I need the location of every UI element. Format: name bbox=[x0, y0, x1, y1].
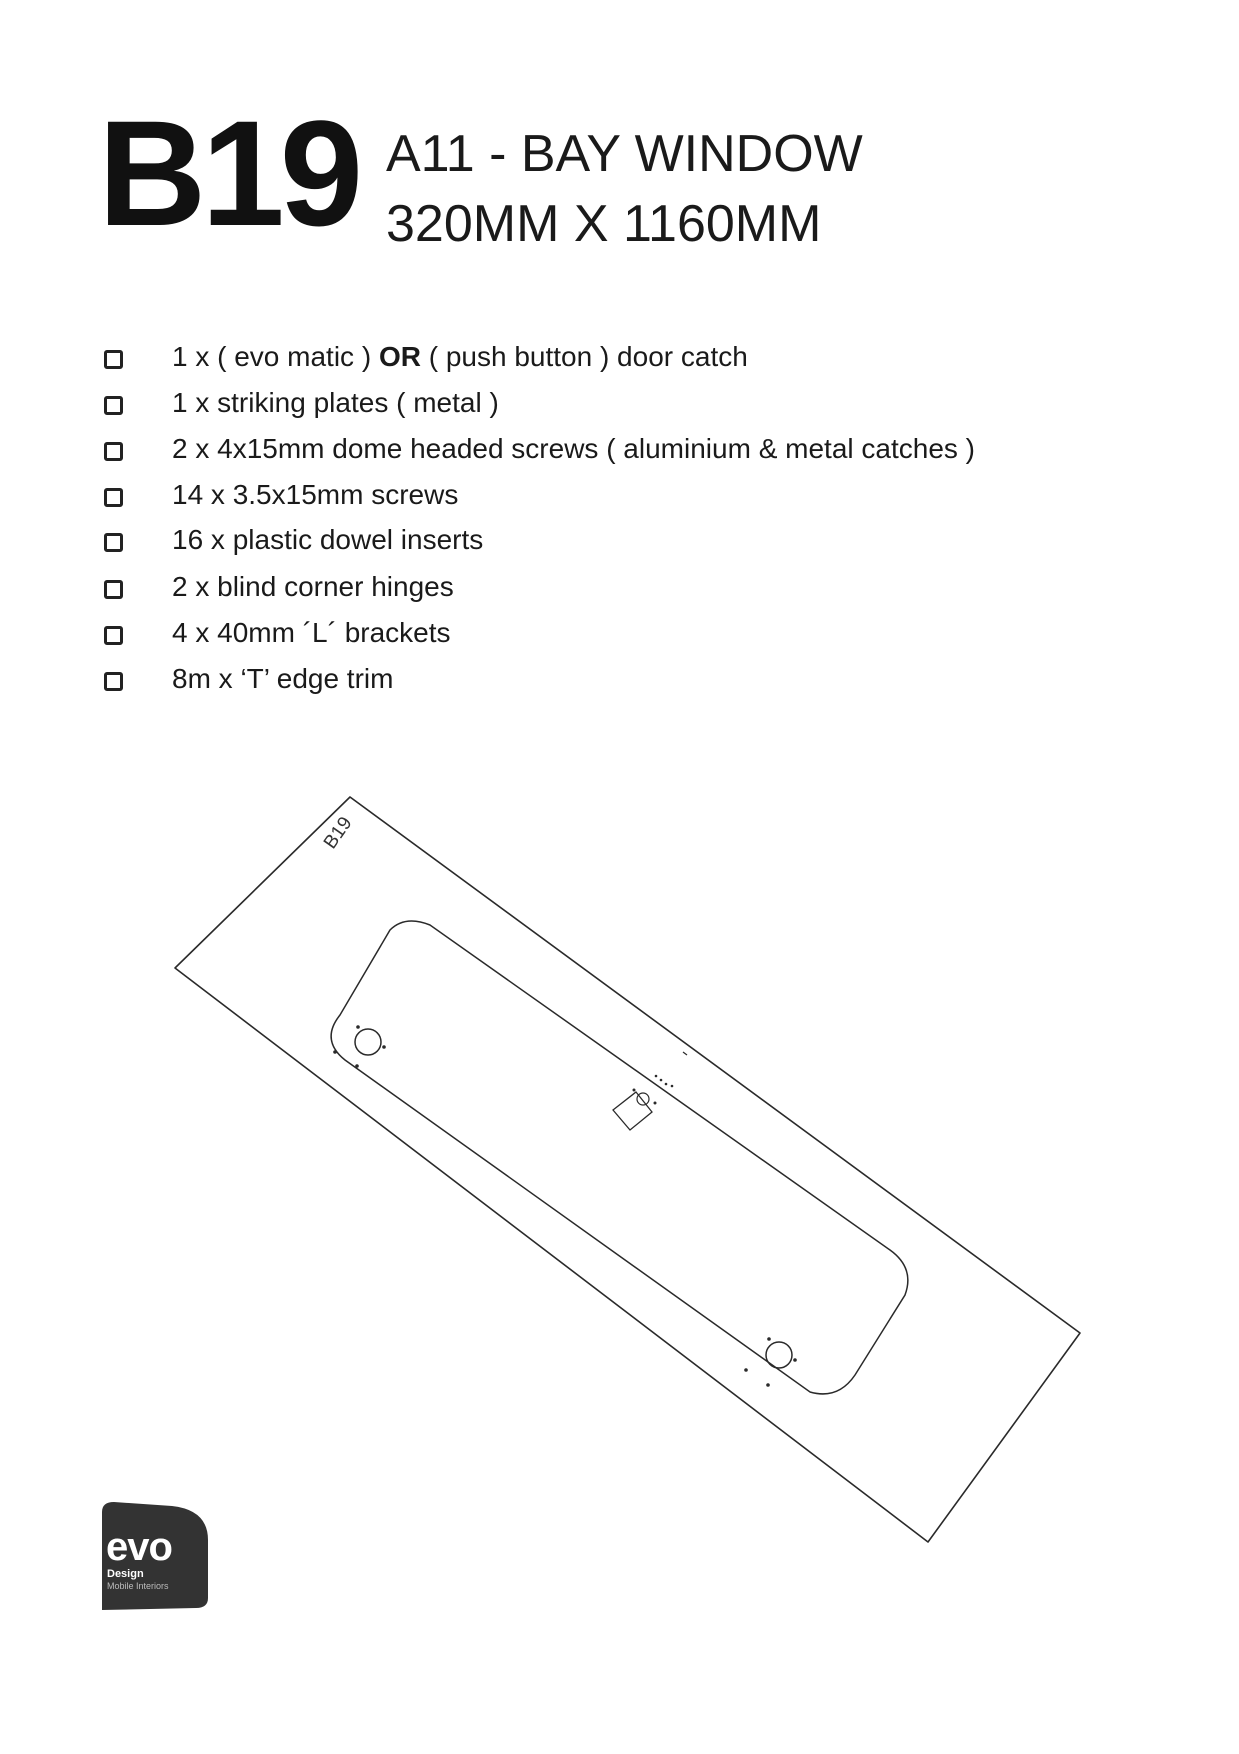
edge-mark bbox=[683, 1052, 687, 1055]
logo-brand: evo bbox=[106, 1525, 172, 1569]
checklist-item-text: 4 x 40mm ´L´ brackets bbox=[172, 617, 451, 648]
drill-point bbox=[766, 1383, 770, 1387]
evo-logo bbox=[100, 1500, 210, 1612]
drill-point bbox=[355, 1064, 359, 1068]
drill-point bbox=[333, 1050, 337, 1054]
logo-tagline: Mobile Interiors bbox=[107, 1581, 169, 1591]
catch-hole bbox=[637, 1093, 649, 1105]
drill-point bbox=[356, 1025, 360, 1029]
checklist-item-text: 2 x 4x15mm dome headed screws ( aluminium & metal catches ) bbox=[172, 433, 975, 464]
checklist-item-text: 2 x blind corner hinges bbox=[172, 571, 454, 602]
panel-dimensions: 320MM X 1160MM bbox=[386, 195, 822, 253]
checklist-item-text: 14 x 3.5x15mm screws bbox=[172, 479, 459, 510]
checklist-item-text: 16 x plastic dowel inserts bbox=[172, 524, 484, 555]
panel-label: B19 bbox=[319, 813, 357, 853]
drill-point bbox=[660, 1079, 663, 1082]
drill-point bbox=[655, 1075, 658, 1078]
checklist-item-text: 1 x ( evo matic ) OR ( push button ) door catch bbox=[172, 341, 748, 372]
drill-point bbox=[793, 1358, 797, 1362]
inner-recess-outline bbox=[331, 921, 908, 1394]
part-code: B19 bbox=[98, 89, 359, 257]
drill-point bbox=[665, 1083, 668, 1086]
drill-point bbox=[654, 1102, 657, 1105]
logo-design-text: Design bbox=[107, 1568, 144, 1580]
hinge-hole bbox=[766, 1342, 792, 1368]
checklist-item-text: 1 x striking plates ( metal ) bbox=[172, 387, 499, 418]
catch-cutout bbox=[613, 1092, 652, 1130]
hinge-hole bbox=[355, 1029, 381, 1055]
cabinet-title: A11 - BAY WINDOW bbox=[386, 125, 863, 183]
drill-point bbox=[767, 1337, 771, 1341]
panel-outline bbox=[175, 797, 1080, 1542]
drill-point bbox=[382, 1045, 386, 1049]
drill-point bbox=[744, 1368, 748, 1372]
checklist-item-text: 8m x ‘T’ edge trim bbox=[172, 663, 394, 694]
drill-point bbox=[671, 1085, 674, 1088]
drill-point bbox=[633, 1089, 636, 1092]
